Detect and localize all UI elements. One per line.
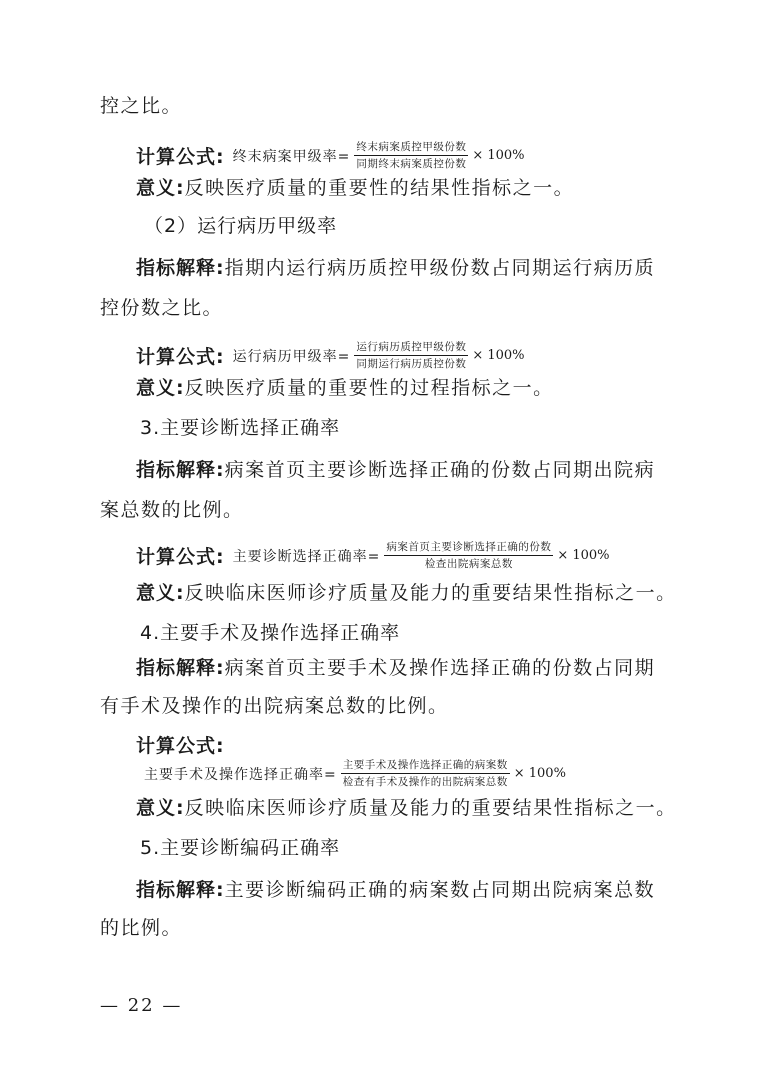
meaning-label: 意义:: [136, 797, 185, 819]
definition-line: [136, 655, 655, 681]
meaning-text: 反映医疗质量的重要性的过程指标之一。: [184, 377, 554, 399]
fraction-numerator: 主要手术及操作选择正确的病案数: [341, 758, 510, 774]
definition-text: 主要诊断编码正确的病案数占同期出院病案总数: [224, 879, 656, 901]
fraction: [354, 340, 468, 371]
definition-line: [136, 877, 655, 903]
meaning-line: [136, 580, 677, 606]
formula-lhs: 主要诊断选择正确率=: [232, 548, 381, 565]
formula-label: 计算公式:: [136, 346, 225, 368]
formula-label: 计算公式:: [136, 546, 225, 568]
text-line: 控份数之比。: [100, 297, 224, 319]
formula-multiplier: × 100%: [472, 148, 525, 163]
fraction-numerator: 运行病历质控甲级份数: [354, 340, 468, 356]
section-heading: 3.主要诊断选择正确率: [140, 417, 341, 439]
definition-label: 指标解释:: [136, 459, 225, 481]
formula-lhs: 运行病历甲级率=: [232, 348, 351, 365]
definition-line: [136, 457, 655, 483]
formula-multiplier: × 100%: [513, 766, 566, 781]
formula-label: 计算公式:: [136, 146, 225, 168]
formula-final-record-grade-a: [136, 140, 525, 171]
formula-principal-procedure-correct: [144, 758, 566, 789]
fraction-denominator: 检查有手术及操作的出院病案总数: [342, 776, 508, 788]
meaning-text: 反映临床医师诊疗质量及能力的重要结果性指标之一。: [184, 797, 677, 819]
meaning-label: 意义:: [136, 177, 185, 199]
fraction-denominator: 检查出院病案总数: [424, 558, 513, 570]
fraction-numerator: 终末病案质控甲级份数: [354, 140, 468, 156]
section-heading: 4.主要手术及操作选择正确率: [140, 622, 401, 644]
definition-label: 指标解释:: [136, 257, 225, 279]
section-heading: （2）运行病历甲级率: [144, 215, 338, 237]
definition-text: 指期内运行病历质控甲级份数占同期运行病历质: [224, 257, 656, 279]
fraction-denominator: 同期运行病历质控份数: [356, 358, 467, 370]
fraction: [384, 540, 553, 571]
meaning-text: 反映临床医师诊疗质量及能力的重要结果性指标之一。: [184, 582, 677, 604]
definition-label: 指标解释:: [136, 879, 225, 901]
definition-label: 指标解释:: [136, 657, 225, 679]
formula-principal-diagnosis-correct: [136, 540, 610, 571]
formula-running-record-grade-a: [136, 340, 525, 371]
meaning-label: 意义:: [136, 377, 185, 399]
formula-label: 计算公式:: [136, 735, 225, 757]
meaning-label: 意义:: [136, 582, 185, 604]
definition-text: 病案首页主要手术及操作选择正确的份数占同期: [224, 657, 656, 679]
formula-lhs: 主要手术及操作选择正确率=: [144, 766, 337, 783]
text-line: 有手术及操作的出院病案总数的比例。: [100, 695, 449, 717]
meaning-text: 反映医疗质量的重要性的结果性指标之一。: [184, 177, 575, 199]
fraction-denominator: 同期终末病案质控份数: [356, 158, 467, 170]
fraction: [341, 758, 510, 789]
formula-multiplier: × 100%: [557, 548, 610, 563]
definition-text: 病案首页主要诊断选择正确的份数占同期出院病: [224, 459, 656, 481]
text-line: 案总数的比例。: [100, 499, 244, 521]
meaning-line: [136, 795, 677, 821]
formula-multiplier: × 100%: [472, 348, 525, 363]
section-heading: 5.主要诊断编码正确率: [140, 837, 341, 859]
page-number: — 22 —: [100, 995, 183, 1016]
meaning-line: [136, 175, 574, 201]
formula-lhs: 终末病案甲级率=: [232, 148, 351, 165]
fraction: [354, 140, 468, 171]
definition-line: [136, 255, 655, 281]
text-line: 控之比。: [100, 95, 183, 117]
meaning-line: [136, 375, 554, 401]
fraction-numerator: 病案首页主要诊断选择正确的份数: [384, 540, 553, 556]
text-line: 的比例。: [100, 917, 183, 939]
